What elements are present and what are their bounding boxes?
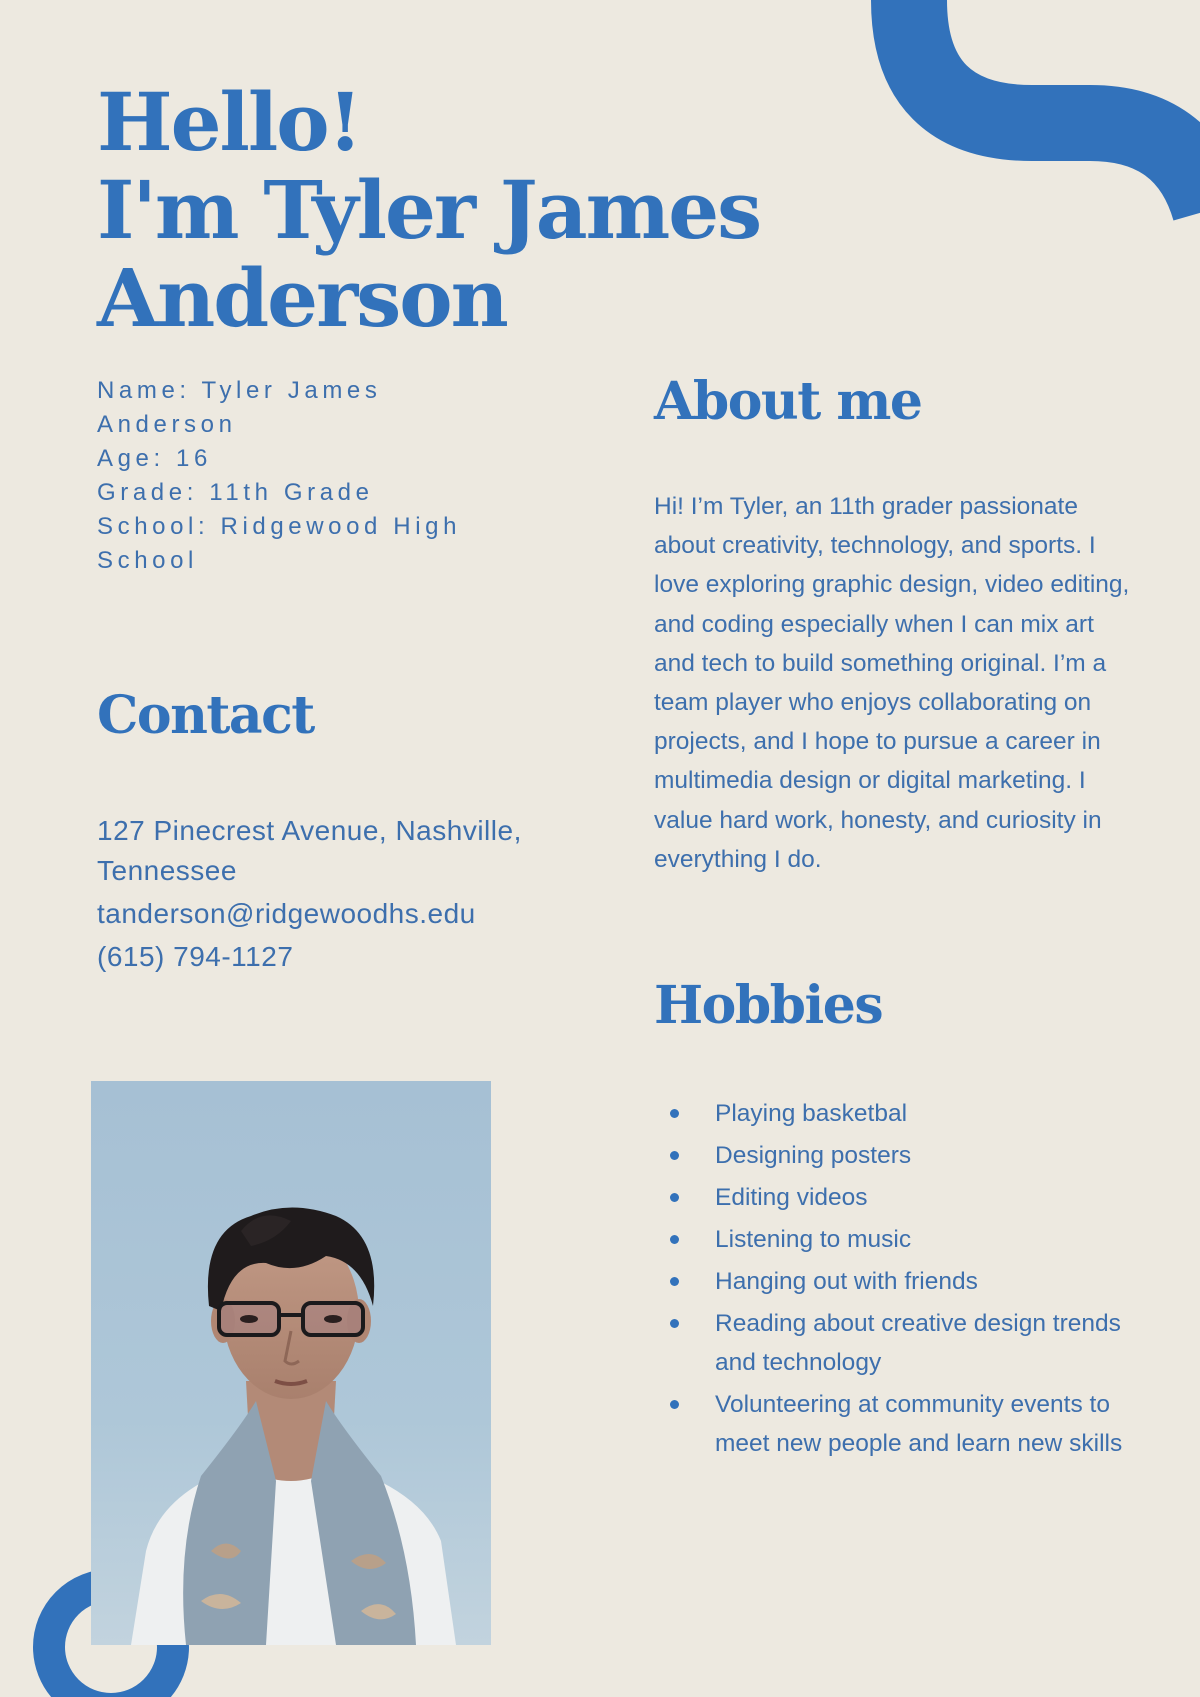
headline-greeting: Hello! [97,75,361,169]
hobby-text: Editing videos [715,1184,868,1211]
hobby-text: Playing basketbal [715,1100,908,1127]
contact-heading: Contact [97,685,314,746]
hobby-item [654,1385,1134,1463]
hobby-item [654,1304,1134,1382]
hobby-text: Listening to music [715,1226,912,1253]
hobby-text: Designing posters [715,1142,912,1169]
info-school-line1: School: Ridgewood High [97,513,462,540]
headline-name-line2: Anderson [97,251,507,345]
bullet-icon [670,1319,679,1328]
contact-email[interactable]: tanderson@ridgewoodhs.edu [97,898,476,929]
about-paragraph: Hi! I’m Tyler, an 11th grader passionate about creativity, technology, and sports. I love exploring graphic design, video editing, and coding especially when I can mix art and tech to build something original. I’m a team player who enjoys collaborating on projects, and I hope to pursue a career in multimedia design or digital marketing. I value hard work, honesty, and curiosity in everything I do. [654,493,1130,873]
hobby-item [654,1262,1134,1301]
contact-address-line1: 127 Pinecrest Avenue, Nashville, [97,815,522,846]
contact-address-line2: Tennessee [97,855,237,886]
info-name-line2: Anderson [97,411,237,438]
about-heading: About me [654,371,922,432]
top-right-curve-decoration [909,0,1200,210]
info-grade: Grade: 11th Grade [97,479,374,506]
hobby-text: Reading about creative design trends and technology [715,1310,1121,1376]
bullet-icon [670,1151,679,1160]
hobby-item [654,1094,1134,1133]
hobby-text: Hanging out with friends [715,1268,978,1295]
hobby-item [654,1178,1134,1217]
bullet-icon [670,1277,679,1286]
info-name-line1: Name: Tyler James [97,377,382,404]
contact-phone[interactable]: (615) 794-1127 [97,941,294,972]
bullet-icon [670,1109,679,1118]
contact-details [97,811,577,977]
headline-name-line1: I'm Tyler James [97,163,761,257]
hobby-text: Volunteering at community events to meet new people and learn new skills [715,1391,1123,1457]
page-headline [97,75,761,345]
hobbies-heading: Hobbies [654,975,883,1036]
hobby-item [654,1136,1134,1175]
hobbies-list [654,1094,1134,1466]
info-age: Age: 16 [97,445,212,472]
profile-photo [91,1081,491,1645]
bullet-icon [670,1400,679,1409]
personal-info [97,374,537,578]
portrait-illustration [91,1081,491,1645]
info-school-line2: School [97,547,198,574]
hobby-item [654,1220,1134,1259]
bullet-icon [670,1193,679,1202]
bullet-icon [670,1235,679,1244]
